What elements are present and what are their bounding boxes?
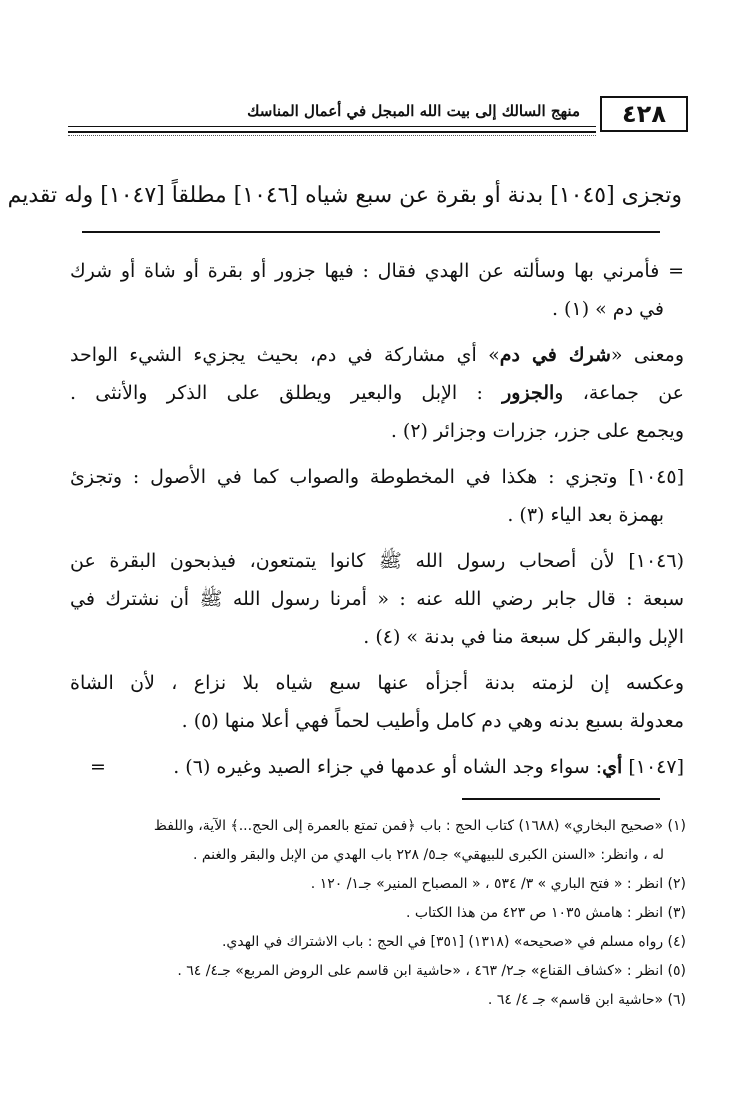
bold-term: الجزور xyxy=(502,382,555,404)
commentary-line xyxy=(70,748,684,786)
note-ref: [١٠٤٧] xyxy=(622,756,684,778)
commentary-paragraph xyxy=(70,748,684,786)
commentary-line: بهمزة بعد الياء (٣) . xyxy=(507,504,664,526)
commentary-paragraph xyxy=(70,458,684,534)
bold-term: أي xyxy=(602,756,623,778)
commentary-line: الإبل والبقر كل سبعة منا في بدنة » (٤) . xyxy=(363,626,684,648)
page-header xyxy=(68,96,688,136)
commentary-line: وعكسه إن لزمته بدنة أجزأه عنها سبع شياه بلا نزاع ، لأن الشاة xyxy=(70,672,684,694)
line-text: : الإبل والبعير ويطلق على الذكر والأنثى . xyxy=(70,382,503,404)
commentary-paragraph xyxy=(70,336,684,450)
footnote: (١) «صحيح البخاري» (١٦٨٨) كتاب الحج : باب ﴿فمن تمتع بالعمرة إلى الحج...﴾ الآية، واللفظ xyxy=(153,818,686,834)
header-rule xyxy=(68,126,596,133)
footnote: (٢) انظر : « فتح الباري » ٣/ ٥٣٤ ، « المصباح المنير» جـ١/ ١٢٠ . xyxy=(310,876,686,892)
commentary-line: سبعة : قال جابر رضي الله عنه : « أمرنا رسول الله ﷺ أن نشترك في xyxy=(70,588,684,610)
footnotes xyxy=(70,812,686,1015)
footnote: (٦) «حاشية ابن قاسم» جـ ٤/ ٦٤ . xyxy=(487,992,686,1008)
main-text: وتجزى [١٠٤٥] بدنة أو بقرة عن سبع شياه [١٠٤٦] مطلقاً [١٠٤٧] وله تقديم xyxy=(7,183,682,208)
commentary-line: [١٠٤٥] وتجزي : هكذا في المخطوطة والصواب كما في الأصول : وتجزئ xyxy=(70,466,684,488)
commentary-line xyxy=(70,374,684,412)
commentary-line xyxy=(70,336,684,374)
header-dotted-rule xyxy=(68,135,596,136)
line-text: » أي مشاركة في دم، بحيث يجزيء الشيء الواحد xyxy=(70,344,500,366)
commentary-line: في دم » (١) . xyxy=(551,298,664,320)
continuation-mark: = xyxy=(90,756,106,778)
commentary-paragraph xyxy=(70,252,684,328)
commentary-line: معدولة بسبع بدنه وهي دم كامل وأطيب لحماً فهي أعلا منها (٥) . xyxy=(181,710,684,732)
footnote: (٣) انظر : هامش ١٠٣٥ ص ٤٢٣ من هذا الكتاب . xyxy=(405,905,686,921)
running-title: منهج السالك إلى بيت الله المبجل في أعمال المناسك xyxy=(247,102,580,120)
footnote: (٤) رواه مسلم في «صحيحه» (١٣١٨) [٣٥١] في الحج : باب الاشتراك في الهدي. xyxy=(221,934,686,950)
main-text-divider xyxy=(82,231,660,233)
commentary xyxy=(70,252,684,794)
line-text: عن جماعة، و xyxy=(554,382,684,404)
commentary-paragraph xyxy=(70,542,684,656)
footnote: (٥) انظر : «كشاف القناع» جـ٢/ ٤٦٣ ، «حاشية ابن قاسم على الروض المربع» جـ٤/ ٦٤ . xyxy=(177,963,686,979)
commentary-paragraph xyxy=(70,664,684,740)
commentary-line: (١٠٤٦] لأن أصحاب رسول الله ﷺ كانوا يتمتعون، فيذبحون البقرة عن xyxy=(70,550,684,572)
quote-open: ومعنى « xyxy=(610,344,684,366)
commentary-line: = فأمرني بها وسألته عن الهدي فقال : فيها جزور أو بقرة أو شاة أو شرك xyxy=(70,260,684,282)
line-text: : سواء وجد الشاه أو عدمها في جزاء الصيد وغيره (٦) . xyxy=(173,756,603,778)
page-number: ٤٢٨ xyxy=(600,96,688,132)
footnote-continuation: له ، وانظر: «السنن الكبرى للبيهقي» جـ٥/ ٢٢٨ باب الهدي من الإبل والبقر والغنم . xyxy=(192,847,664,863)
commentary-line: ويجمع على جزر، جزرات وجزائر (٢) . xyxy=(390,420,684,442)
footnote-divider xyxy=(462,798,660,800)
bold-term: شرك في دم xyxy=(499,344,611,366)
